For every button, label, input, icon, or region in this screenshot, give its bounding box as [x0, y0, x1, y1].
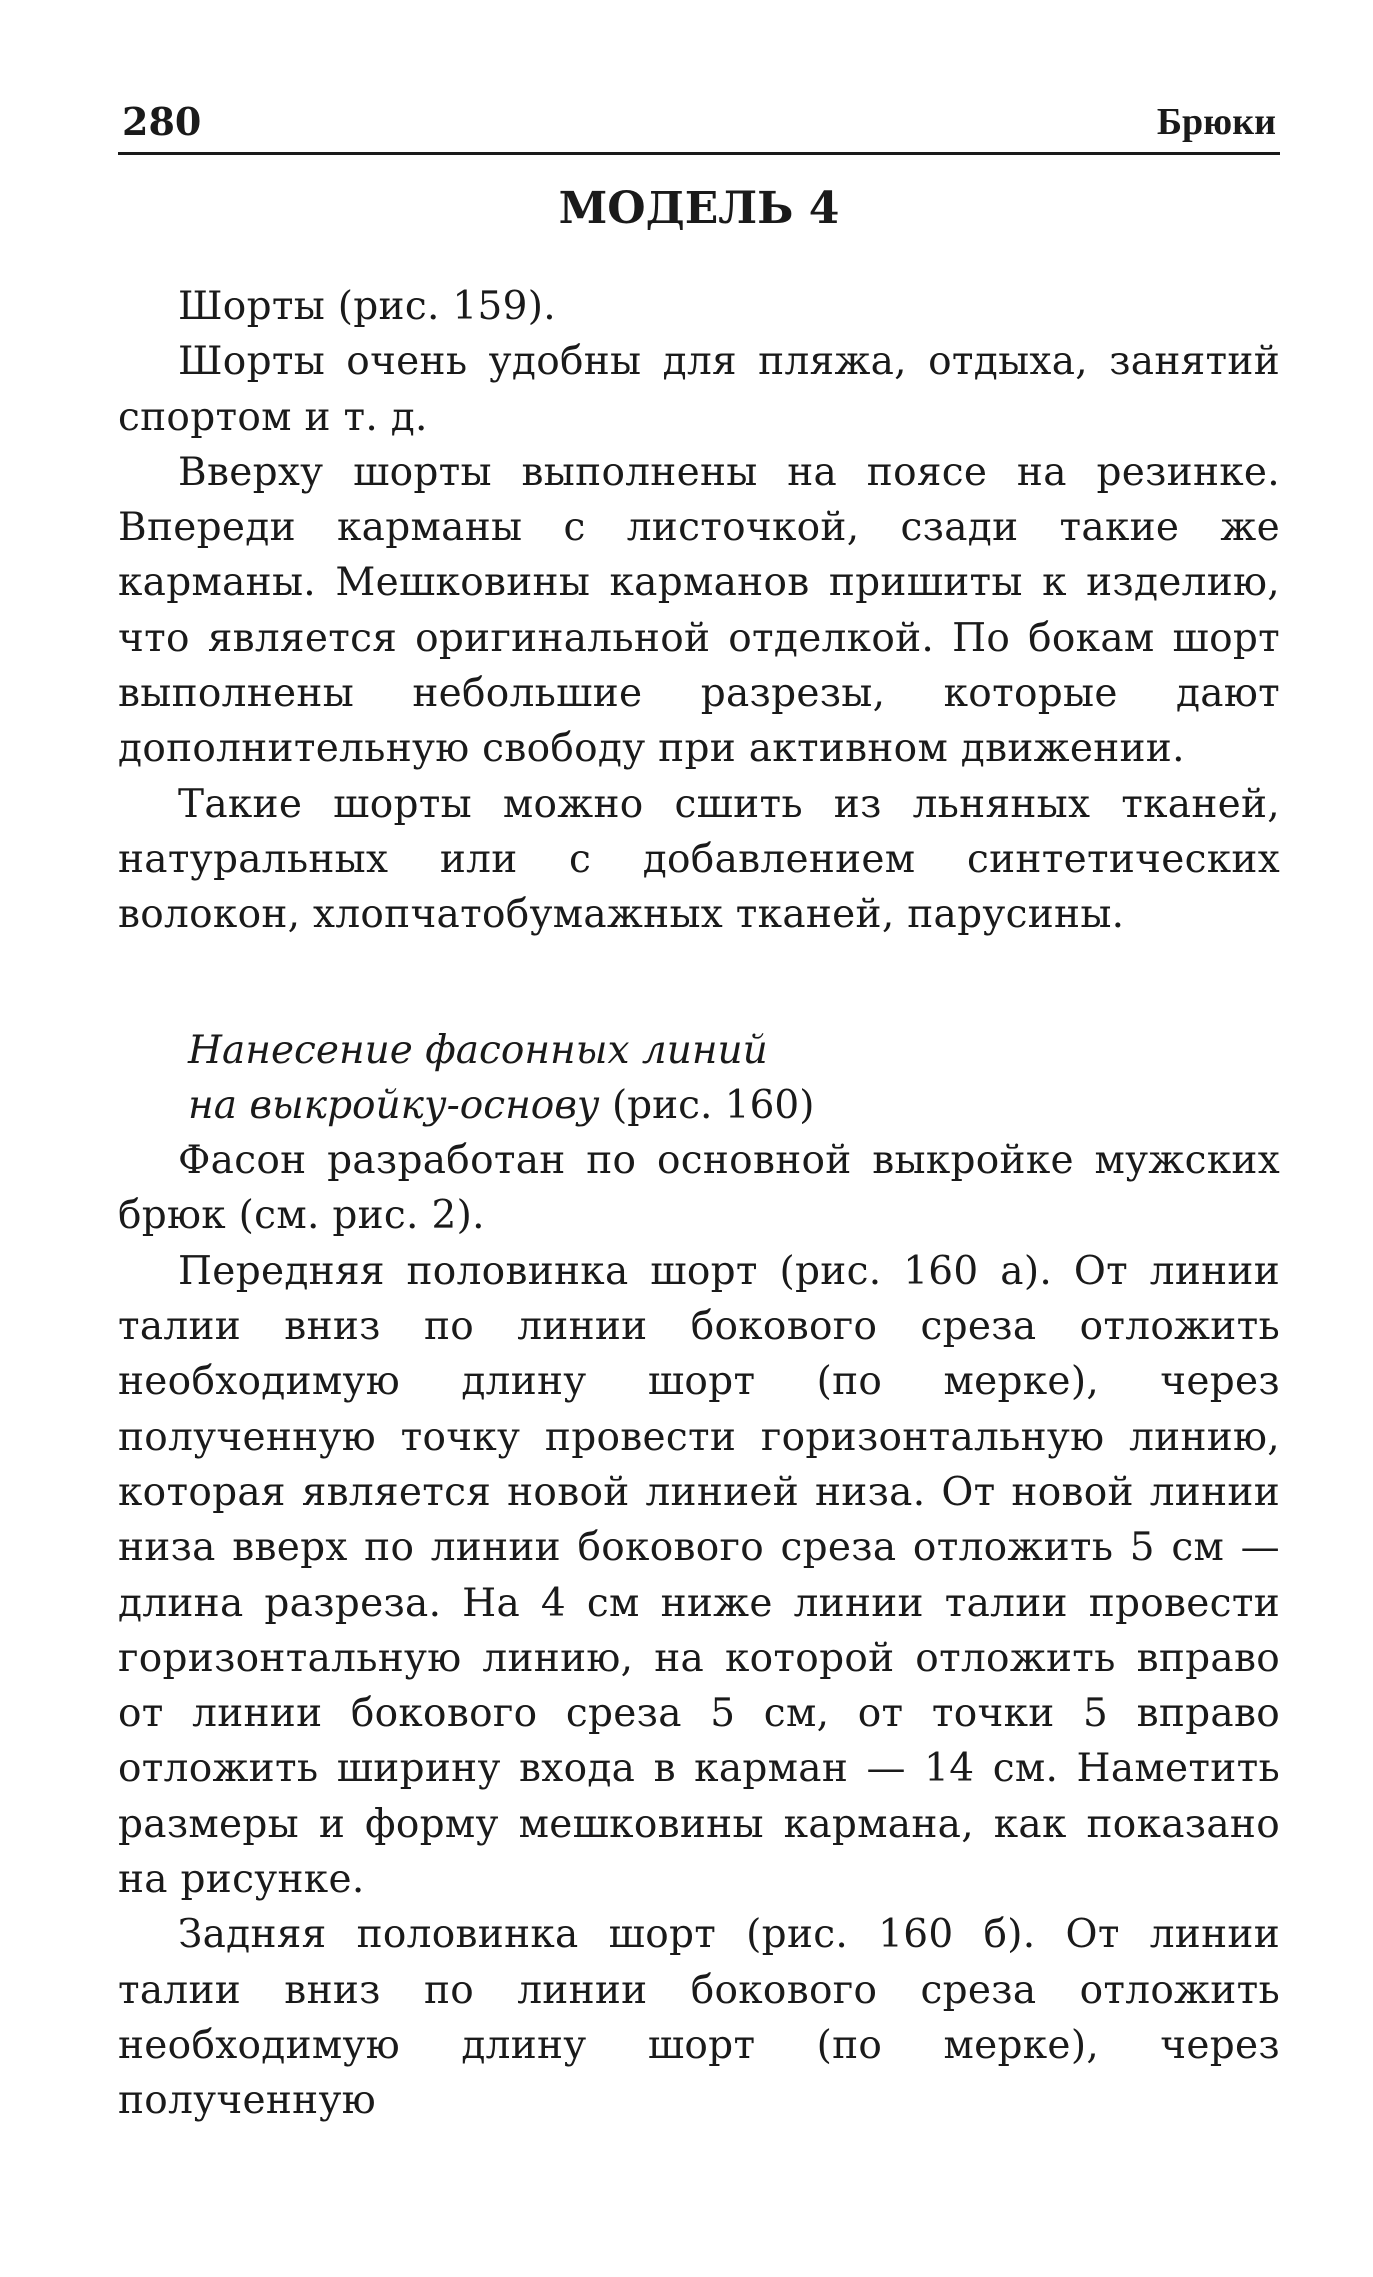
intro-paragraph: Шорты (рис. 159). — [178, 284, 556, 329]
section-heading-line1: Нанесение фасонных линий — [188, 1027, 768, 1073]
intro-paragraph: Вверху шорты выполнены на поясе на резинке. Впереди карманы с листочкой, сзади такие же карманы. Мешковины карманов пришиты к изделию, что является оригинальной отделкой. По бокам шорт выполнены небольшие разрезы, которые дают дополнительную свободу при активном движении. — [118, 449, 1280, 772]
model-title: МОДЕЛЬ 4 — [558, 183, 840, 234]
intro-paragraph: Такие шорты можно сшить из льняных тканей, натуральных или с добавлением синтетических волокон, хлопчатобумажных тканей, парусины. — [118, 781, 1280, 938]
running-head — [118, 100, 1280, 155]
intro-paragraph: Шорты очень удобны для пляжа, отдыха, занятий спортом и т. д. — [118, 339, 1280, 440]
section-paragraph: Фасон разработан по основной выкройке мужских брюк (см. рис. 2). — [118, 1138, 1280, 1239]
section-paragraph: Задняя половинка шорт (рис. 160 б). От линии талии вниз по линии бокового среза отложить необходимую длину шорт (по мерке), через полученную — [118, 1912, 1280, 2124]
section-heading-line2 — [188, 1078, 1280, 1133]
chapter-title: Брюки — [1156, 101, 1276, 143]
page-number: 280 — [122, 99, 202, 144]
section-heading-italic: на выкройку-основу — [188, 1082, 600, 1128]
section-paragraph: Передняя половинка шорт (рис. 160 а). От линии талии вниз по линии бокового среза отложить необходимую длину шорт (по мерке), через полученную точку провести горизонтальную линию, которая является новой линией низа. От новой линии низа вверх по линии бокового среза отложить 5 см — длина разреза. На 4 см ниже линии талии провести горизонтальную линию, на которой отложить вправо от линии бокового среза 5 см, от точки 5 вправо отложить ширину входа в карман — 14 см. Наметить размеры и форму мешковины кармана, как показано на рисунке. — [118, 1248, 1280, 1903]
section-heading — [118, 1023, 1280, 1134]
section-gap — [118, 943, 1280, 1023]
section-heading-figure-ref: (рис. 160) — [599, 1082, 815, 1128]
book-page — [118, 100, 1280, 2129]
